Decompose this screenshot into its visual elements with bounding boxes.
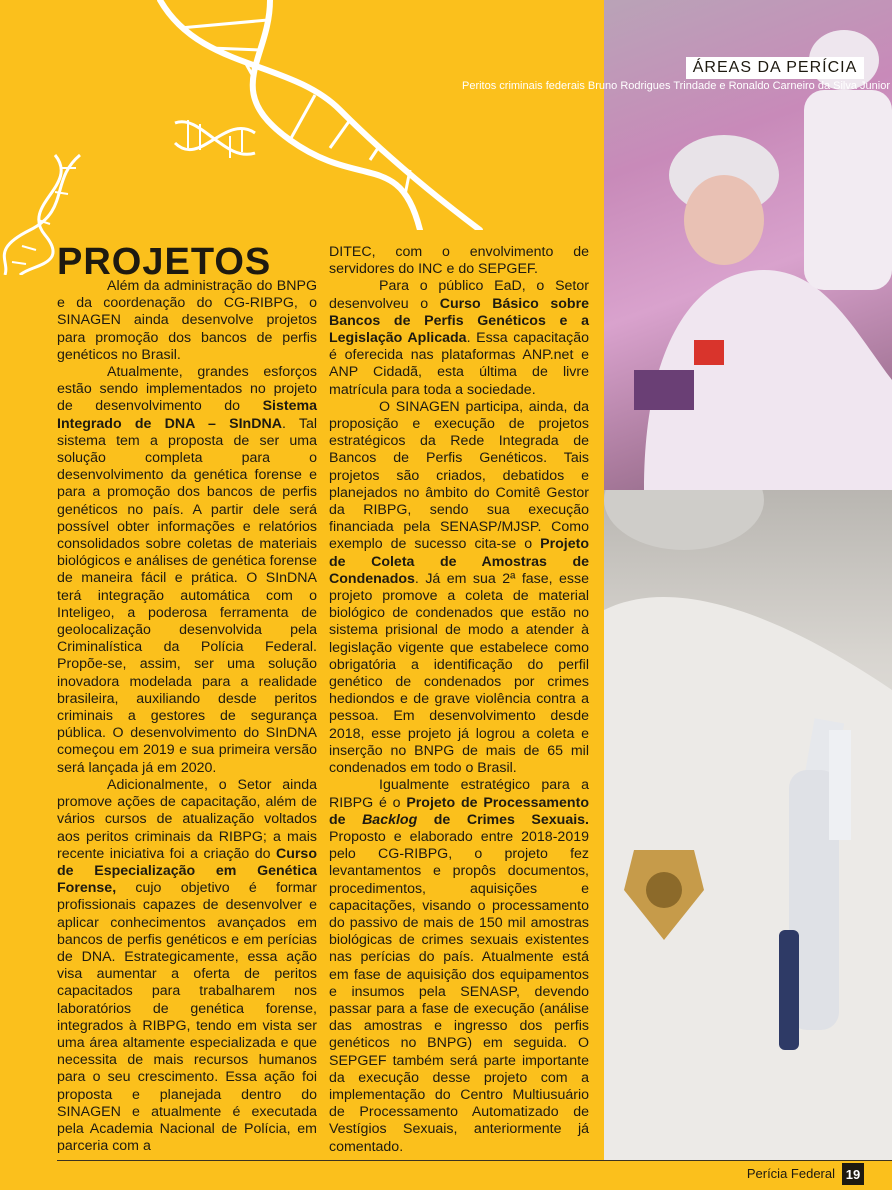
paragraph: [329, 278, 589, 398]
paragraph: DITEC, com o envolvimento de servidores do INC e do SEPGEF.: [329, 244, 589, 278]
text-run: cujo objetivo é formar profissionais capazes de desenvolver e aplicar conhecimentos avançados em bancos de perfis genéticos e em perícias de DNA. Estrategicamente, essa ação visa aumentar a oferta de peritos capacitados para trabalharem nos laboratórios de genética forense, integrados à RIBPG, tendo em vista ser uma área altamente especializada e que necessita de mais recursos humanos para o seu crescimento. Essa ação foi proposta e planejada dentro do SINAGEN e atualmente é executada pela Academia Nacional de Polícia, em parceria com a: [57, 880, 317, 1155]
text-run: . Essa capacitação é oferecida nas plataformas ANP.net e ANP Cidadã, esta última de livre matrícula para toda a sociedade.: [329, 330, 589, 398]
bold-term: Projeto de Processamento de: [329, 794, 589, 828]
article-column-1: [57, 278, 317, 1155]
footer-divider: [57, 1160, 892, 1161]
bold-term: Sistema Integrado de DNA – SInDNA: [57, 398, 317, 432]
magazine-name: Perícia Federal: [746, 1166, 835, 1181]
bold-term: Curso de Especialização em Genética Forense,: [57, 845, 317, 897]
page-number: 19: [842, 1163, 864, 1185]
article-column-2: [329, 244, 589, 1156]
text-run: . Tal sistema tem a proposta de ser uma solução completa para o desenvolvimento da genética forense e para a promoção dos bancos de perfis genéticos no país. A partir dele será possível obter informações e relatórios consolidados sobre coletas de materiais biológicos e análises de genética forense de maneira fácil e prática. O SInDNA terá integração automática com o Inteligeo, a poderosa ferramenta de geolocalização desenvolvida pela Criminalística da Polícia Federal. Propõe-se, assim, ser uma solução inovadora modelada para a realidade brasileira, auxiliando desde peritos criminais a gestores de segurança pública. O desenvolvimento do SInDNA começou em 2019 e sua primeira versão será lançada já em 2020.: [57, 415, 318, 776]
bold-term: Projeto de Coleta de Amostras de Condenados: [329, 536, 589, 587]
text-run: . Já em sua 2ª fase, esse projeto promove a coleta de material biológico de condenados que estão no sistema prisional de modo a atender à legislação vigente que estabelece como obrigatória a identificação do perfil genético de condenados por crimes hediondos e de grave violência contra a pessoa. Em desenvolvimento desde 2018, esse projeto já logrou a coleta e inserção no BNPG de mais de 65 mil condenados em todo o Brasil.: [329, 570, 589, 777]
text-run: Para o público EaD, o Setor desenvolveu o: [329, 278, 589, 312]
bold-term: Curso Básico sobre Bancos de Perfis Genéticos e a Legislação Aplicada: [329, 295, 589, 347]
paragraph: [57, 364, 317, 777]
paragraph: [57, 777, 317, 1155]
italic-term: Backlog: [362, 811, 418, 828]
bold-term: de Crimes Sexuais.: [417, 811, 590, 828]
text-run: Proposto e elaborado entre 2018-2019 pelo CG-RIBPG, o projeto fez levantamentos e propôs documentos, procedimentos, aquisições e capacitações, visando o processamento do passivo de mais de 150 mil amostras biológicas de crimes sexuais existentes nas perícias do país. Atualmente está em fase de aquisição dos equipamentos e insumos pela SENASP, devendo passar para a fase de execução (análise das amostras e ingresso dos perfis genéticos no BNPG) em seguida. O SEPGEF também será parte importante da execução desse projeto com a implementação do Centro Multiusuário de Processamento Automatizado de Vestígios Sexuais, anteriormente já comentado.: [329, 828, 589, 1155]
lab-photo-bottom: [604, 490, 892, 1160]
paragraph: Além da administração do BNPG e da coordenação do CG-RIBPG, o SINAGEN ainda desenvolve projetos para promoção dos bancos de perfis genéticos no Brasil.: [57, 278, 317, 363]
paragraph: [329, 399, 589, 777]
dna-helix-small-icon: [170, 108, 260, 178]
text-run: Atualmente, grandes esforços estão sendo implementados no projeto de desenvolvimento do: [57, 364, 317, 415]
text-run: O SINAGEN participa, ainda, da proposição e execução de projetos estratégicos da Rede Integrada de Bancos de Perfis Genéticos. Tais projetos são criados, debatidos e planejados no âmbito do Comitê Gestor da RIBPG, sendo sua execução financiada pela SENASP/MJSP. Como exemplo de sucesso cita-se o: [329, 398, 589, 553]
text-run: Adicionalmente, o Setor ainda promove ações de capacitação, além de vários cursos de atualização voltados aos peritos criminais da RIBPG; a mais recente iniciativa foi a criação do: [57, 776, 317, 862]
text-run: Igualmente estratégico para a RIBPG é o: [329, 777, 589, 811]
section-tag: ÁREAS DA PERÍCIA: [686, 57, 864, 79]
article-title: PROJETOS: [57, 241, 272, 283]
author-credit: Peritos criminais federais Bruno Rodrigues Trindade e Ronaldo Carneiro da Silva Junior: [462, 80, 890, 92]
paragraph: [329, 777, 589, 1155]
